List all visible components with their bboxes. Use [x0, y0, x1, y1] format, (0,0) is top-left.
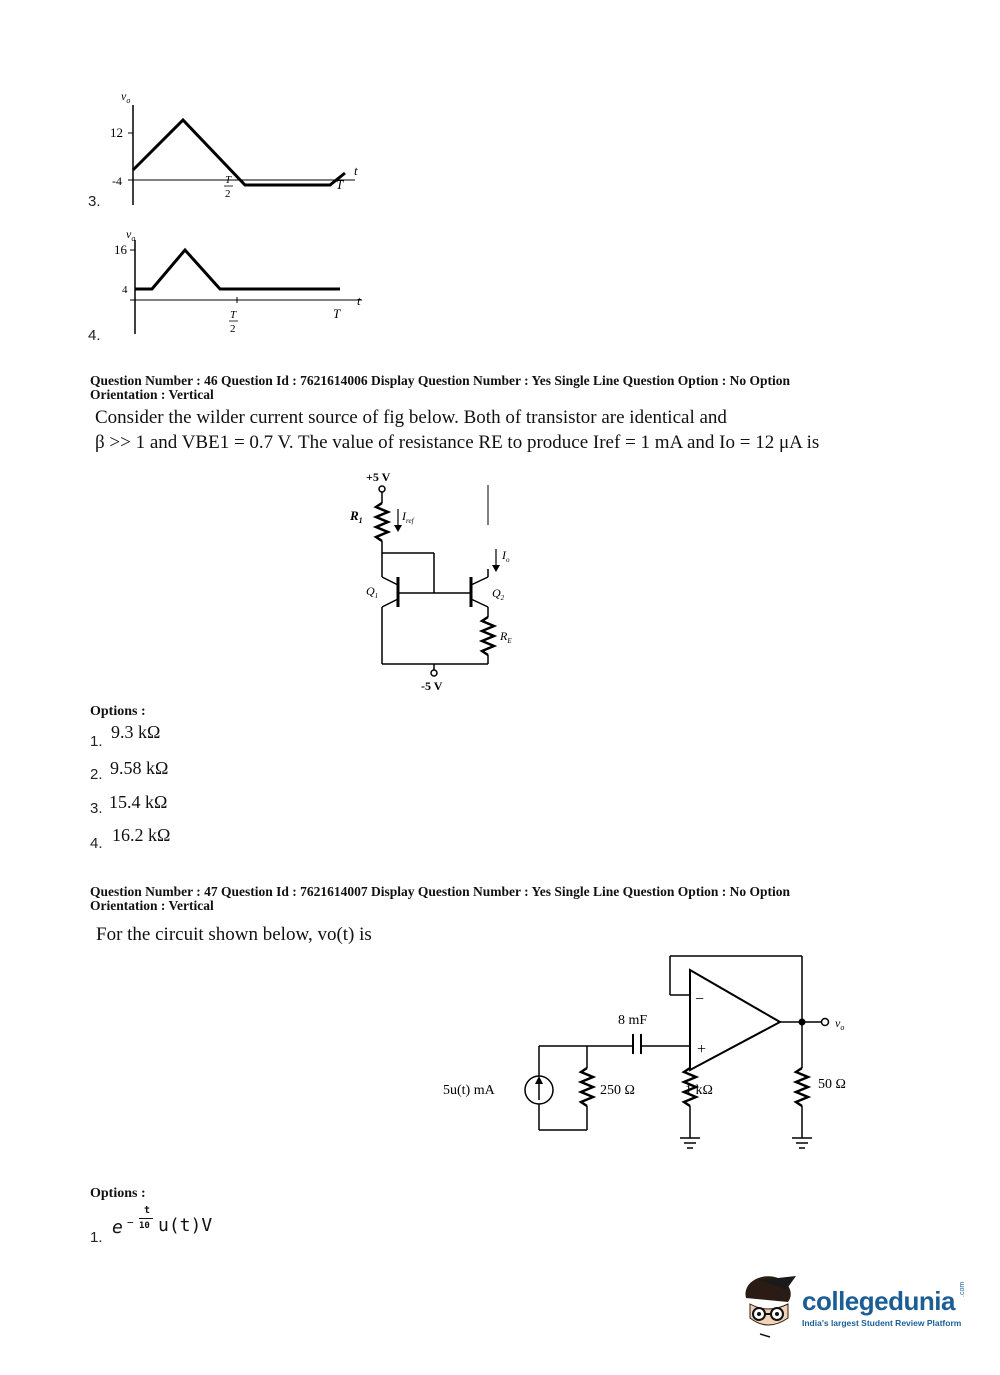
source-label: 5u(t) mA: [443, 1083, 495, 1098]
r1-resistor: [376, 503, 388, 541]
t-axis-label: t: [357, 293, 361, 308]
iref-label: $I_{ref}$: [402, 509, 414, 525]
q47-option-1-fraction-bar: [139, 1218, 153, 1219]
y-tick-16: 16: [114, 242, 127, 257]
q47-meta: [90, 885, 970, 913]
t-half-den: 2: [225, 188, 231, 200]
vee-terminal: [431, 670, 437, 676]
t-axis-label: t: [354, 163, 358, 178]
q2-label: $Q_2$: [492, 586, 505, 602]
q47-option-1-number: 1.: [90, 1229, 103, 1246]
logo-wordmark: collegedunia: [802, 1286, 955, 1316]
output-terminal: [822, 1019, 829, 1026]
cap-label: 8 mF: [618, 1013, 648, 1028]
y-tick-4: 4: [122, 284, 128, 296]
io-label: $I_o$: [502, 548, 510, 564]
q47-option-1-exp-num: t: [144, 1205, 151, 1216]
q46-option-3-number: 3.: [90, 800, 103, 817]
r-250-label: 250 Ω: [600, 1083, 635, 1098]
collegedunia-logo[interactable]: [740, 1270, 975, 1340]
q47-option-1-exp-sign: −: [127, 1216, 134, 1229]
q46-option-2-number: 2.: [90, 766, 103, 783]
output-label: $v_o$: [835, 1016, 845, 1032]
t-half-den: 2: [230, 323, 236, 335]
r-50-label: 50 Ω: [818, 1077, 846, 1092]
re-label: $R_E$: [500, 629, 512, 645]
q46-meta-line2: Orientation : Vertical: [90, 387, 214, 402]
q46-widlar-circuit-diagram: [330, 465, 550, 695]
q47-option-1[interactable]: [90, 1205, 290, 1250]
logo-suffix: .com: [959, 1281, 966, 1297]
y-tick-12: 12: [110, 125, 123, 140]
re-resistor: [482, 617, 494, 655]
q47-option-1-exp-den: 10: [139, 1221, 150, 1231]
logo-tagline: India's largest Student Review Platform: [802, 1318, 962, 1328]
q46-option-1-number: 1.: [90, 733, 103, 750]
r1-label: $R_1$: [350, 508, 363, 525]
waveform-line: [133, 120, 345, 185]
option-4-number: 4.: [88, 327, 101, 344]
q46-meta: [90, 374, 970, 402]
q46-option-1-value: 9.3 kΩ: [111, 722, 161, 742]
option-3-number: 3.: [88, 193, 101, 210]
q46-text-line2: β >> 1 and VBE1 = 0.7 V. The value of resistance RE to produce Iref = 1 mA and Io = 12 μA is: [95, 432, 820, 453]
t-full-label: T: [336, 177, 344, 192]
io-arrow: [492, 565, 500, 572]
iref-arrow: [394, 525, 402, 532]
q46-option-3-value: 15.4 kΩ: [109, 792, 168, 812]
q47-meta-line1: Question Number : 47 Question Id : 7621614007 Display Question Number : Yes Single Line Question Option : No Option: [90, 884, 790, 899]
logo-mascot-icon: [740, 1270, 800, 1340]
q46-options-label: Options :: [90, 704, 146, 719]
q46-text-line1: Consider the wilder current source of fig below. Both of transistor are identical and: [95, 407, 727, 428]
vee-label: -5 V: [421, 679, 443, 693]
waveform-line: [135, 250, 340, 289]
option-3-waveform-graph: [100, 85, 380, 210]
t-full-label: T: [333, 306, 341, 321]
y-tick-neg4: -4: [112, 174, 122, 188]
q46-option-4-number: 4.: [90, 835, 103, 852]
q47-options-label: Options :: [90, 1186, 146, 1201]
y-axis-label: $v_o$: [126, 227, 136, 243]
q47-option-1-base: e: [112, 1217, 123, 1238]
q46-question-text: [95, 405, 975, 455]
option-4-waveform-graph: [100, 222, 380, 344]
r-250-resistor: [581, 1068, 593, 1106]
q47-option-1-rest: u(t)V: [158, 1215, 213, 1236]
q46-meta-line1: Question Number : 46 Question Id : 7621614006 Display Question Number : Yes Single Line Question Option : No Option: [90, 373, 790, 388]
opamp-minus: −: [695, 991, 705, 1008]
t-half-num: T: [230, 309, 237, 321]
vcc-terminal: [379, 486, 385, 492]
q47-meta-line2: Orientation : Vertical: [90, 898, 214, 913]
t-half-num: T: [225, 174, 232, 186]
y-axis-label: $v_o$: [121, 89, 131, 105]
q46-option-4-value: 16.2 kΩ: [112, 825, 171, 845]
r-50-resistor: [796, 1068, 808, 1106]
r-1k-label: 1 kΩ: [685, 1083, 713, 1098]
q47-question-text: For the circuit shown below, vo(t) is: [96, 924, 372, 945]
vcc-label: +5 V: [366, 470, 391, 484]
q47-opamp-circuit-diagram: [435, 950, 865, 1160]
q1-label: $Q_1$: [366, 584, 379, 600]
opamp-plus: +: [697, 1041, 707, 1058]
q46-option-2-value: 9.58 kΩ: [110, 758, 169, 778]
